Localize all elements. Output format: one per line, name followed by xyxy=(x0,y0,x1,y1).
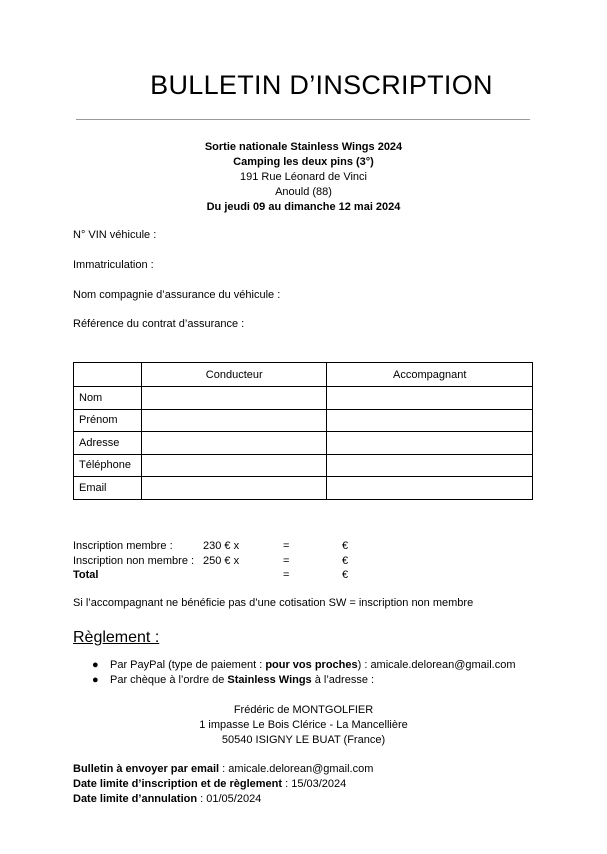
footer-info xyxy=(73,762,373,807)
paypal-suffix: ) : amicale.delorean@gmail.com xyxy=(357,659,516,671)
reglement-heading: Règlement : xyxy=(73,629,160,646)
vin-field-label: N° VIN véhicule : xyxy=(73,229,157,241)
fee-nonmember-euro: € xyxy=(342,554,349,567)
fee-total-equals: = xyxy=(283,569,290,581)
accompagnant-nom-cell[interactable] xyxy=(327,387,533,410)
row-label-telephone: Téléphone xyxy=(74,454,142,477)
companion-note: Si l’accompagnant ne bénéficie pas d’une cotisation SW = inscription non membre xyxy=(73,597,474,609)
cheque-suffix: à l’adresse : xyxy=(311,674,375,686)
fee-row-nonmember xyxy=(73,554,373,569)
fee-member-euro: € xyxy=(342,540,349,552)
fee-member-label: Inscription membre : xyxy=(73,540,173,552)
list-item xyxy=(92,673,516,688)
row-label-prenom: Prénom xyxy=(74,409,142,432)
conducteur-adresse-cell[interactable] xyxy=(141,432,327,455)
table-header-accompagnant: Accompagnant xyxy=(327,363,533,387)
table-row xyxy=(74,409,533,432)
cancel-value: : 01/05/2024 xyxy=(197,793,262,805)
table-row xyxy=(74,454,533,477)
deadline-value: : 15/03/2024 xyxy=(282,778,347,790)
payment-methods-list xyxy=(92,658,516,688)
event-dates: Du jeudi 09 au dimanche 12 mai 2024 xyxy=(206,201,401,213)
conducteur-telephone-cell[interactable] xyxy=(141,454,327,477)
bullet-icon: ● xyxy=(92,674,99,686)
deadline-label: Date limite d’inscription et de règlement xyxy=(73,778,283,790)
conducteur-prenom-cell[interactable] xyxy=(141,409,327,432)
row-label-email: Email xyxy=(74,477,142,500)
paypal-bold: pour vos proches xyxy=(265,659,358,671)
page-title: BULLETIN D’INSCRIPTION xyxy=(150,70,493,100)
paypal-prefix: Par PayPal (type de paiement : xyxy=(110,659,266,671)
conducteur-email-cell[interactable] xyxy=(141,477,327,500)
event-name: Sortie nationale Stainless Wings 2024 xyxy=(204,141,403,153)
fee-nonmember-label: Inscription non membre : xyxy=(73,554,195,567)
cheque-bold: Stainless Wings xyxy=(227,674,312,686)
immatriculation-field-label: Immatriculation : xyxy=(73,259,154,271)
address-line2: 50540 ISIGNY LE BUAT (France) xyxy=(221,734,386,746)
postal-address xyxy=(0,703,607,748)
table-header-empty xyxy=(74,363,142,387)
fee-nonmember-equals: = xyxy=(283,554,290,567)
fee-row-total xyxy=(73,568,373,583)
send-email-line xyxy=(73,762,373,777)
event-street: 191 Rue Léonard de Vinci xyxy=(239,171,367,183)
bullet-icon: ● xyxy=(92,659,99,671)
table-header-conducteur: Conducteur xyxy=(141,363,327,387)
row-label-nom: Nom xyxy=(74,387,142,410)
contract-field-label: Référence du contrat d’assurance : xyxy=(73,318,245,330)
cancel-label: Date limite d’annulation xyxy=(73,793,198,805)
fee-total-euro: € xyxy=(342,569,349,581)
accompagnant-adresse-cell[interactable] xyxy=(327,432,533,455)
fee-member-price: 230 € x xyxy=(203,540,240,552)
accompagnant-email-cell[interactable] xyxy=(327,477,533,500)
list-item xyxy=(92,658,516,673)
address-name: Frédéric de MONTGOLFIER xyxy=(233,704,374,716)
send-label: Bulletin à envoyer par email xyxy=(73,763,220,775)
title-divider xyxy=(76,119,530,120)
conducteur-nom-cell[interactable] xyxy=(141,387,327,410)
fee-member-equals: = xyxy=(283,540,290,552)
fee-total-label: Total xyxy=(73,569,99,581)
event-info xyxy=(0,140,607,215)
send-value: : amicale.delorean@gmail.com xyxy=(219,763,374,775)
event-camping: Camping les deux pins (3°) xyxy=(233,156,374,168)
accompagnant-prenom-cell[interactable] xyxy=(327,409,533,432)
fee-nonmember-price: 250 € x xyxy=(203,554,240,567)
row-label-adresse: Adresse xyxy=(74,432,142,455)
insurer-field-label: Nom compagnie d’assurance du véhicule : xyxy=(73,289,281,301)
cheque-prefix: Par chèque à l’ordre de xyxy=(110,674,228,686)
table-header-row xyxy=(74,363,533,387)
event-city: Anould (88) xyxy=(275,186,332,198)
fee-row-member xyxy=(73,539,373,554)
accompagnant-telephone-cell[interactable] xyxy=(327,454,533,477)
cancel-line xyxy=(73,792,373,807)
deadline-line xyxy=(73,777,373,792)
participant-table xyxy=(73,362,533,500)
address-line1: 1 impasse Le Bois Clérice - La Mancellière xyxy=(199,719,408,731)
fees-block xyxy=(73,539,373,583)
table-row xyxy=(74,387,533,410)
table-row xyxy=(74,432,533,455)
table-row xyxy=(74,477,533,500)
